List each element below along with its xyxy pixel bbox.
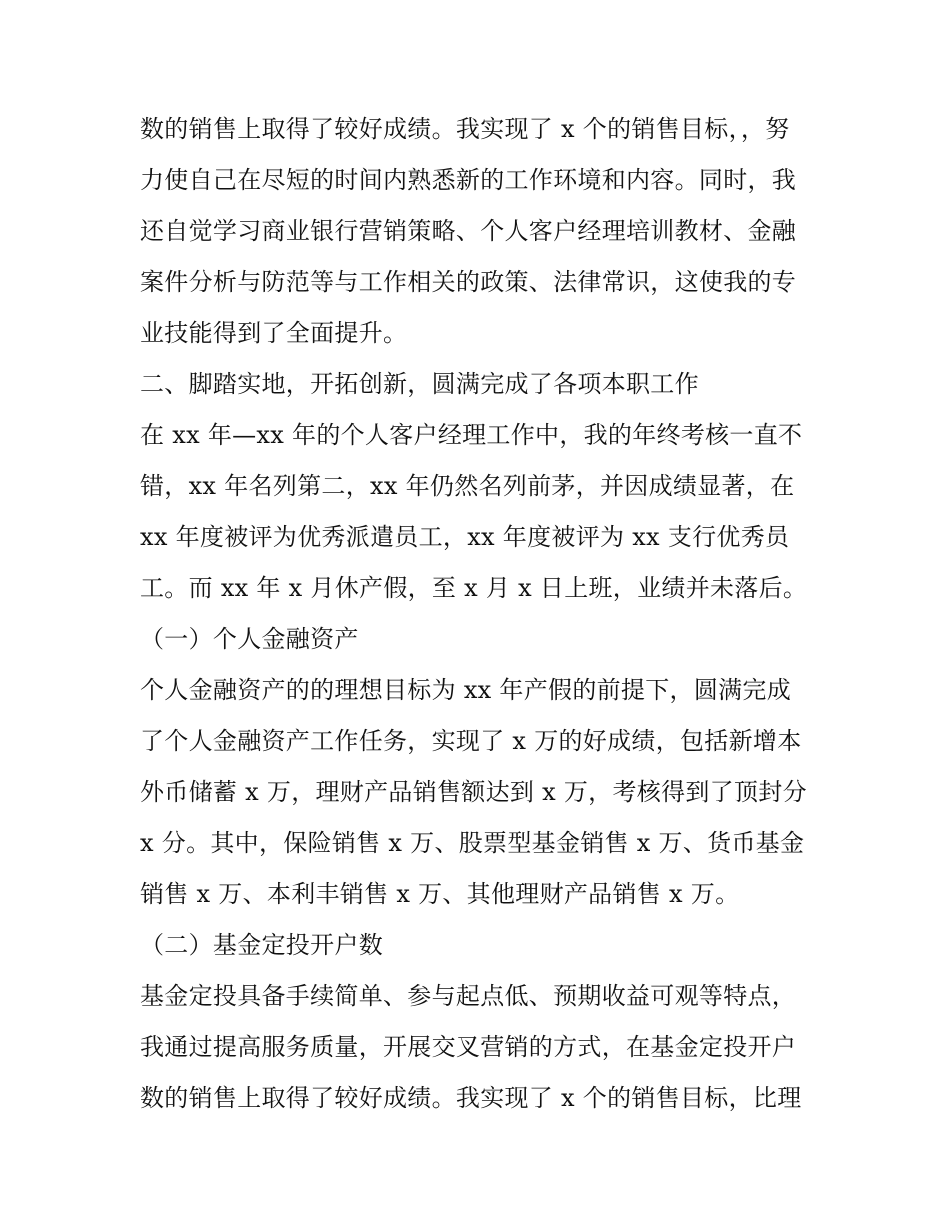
- text-line: 错，xx 年名列第二，xx 年仍然名列前茅，并因成绩显著，在: [140, 472, 795, 500]
- document-body: [140, 104, 820, 1124]
- text-line: 销售 x 万、本利丰销售 x 万、其他理财产品销售 x 万。: [140, 880, 740, 908]
- text-line: 力使自己在尽短的时间内熟悉新的工作环境和内容。同时，我: [140, 166, 797, 194]
- text-line: 数的销售上取得了较好成绩。我实现了 x 个的销售目标，比理: [140, 1084, 802, 1112]
- text-line: 案件分析与防范等与工作相关的政策、法律常识，这使我的专: [140, 268, 797, 296]
- text-line: 外币储蓄 x 万，理财产品销售额达到 x 万，考核得到了顶封分: [140, 778, 807, 806]
- text-line: 我通过提高服务质量，开展交叉营销的方式，在基金定投开户: [140, 1033, 797, 1061]
- text-line: 在 xx 年—xx 年的个人客户经理工作中，我的年终考核一直不: [140, 421, 803, 449]
- text-line: 了个人金融资产工作任务，实现了 x 万的好成绩，包括新增本: [140, 727, 802, 755]
- text-line: 业技能得到了全面提升。: [140, 319, 408, 347]
- subsection-heading: （二）基金定投开户数: [140, 931, 383, 959]
- text-line: x 分。其中，保险销售 x 万、股票型基金销售 x 万、货币基金: [140, 829, 805, 857]
- text-line: 数的销售上取得了较好成绩。我实现了 x 个的销售目标，，努: [140, 115, 790, 143]
- section-heading: 二、脚踏实地，开拓创新，圆满完成了各项本职工作: [140, 370, 699, 398]
- text-line: 工。而 xx 年 x 月休产假，至 x 月 x 日上班，业绩并未落后。: [140, 574, 808, 602]
- text-line: 基金定投具备手续简单、参与起点低、预期收益可观等特点，: [140, 982, 797, 1010]
- text-line: 还自觉学习商业银行营销策略、个人客户经理培训教材、金融: [140, 217, 797, 245]
- subsection-heading: （一）个人金融资产: [140, 625, 359, 653]
- text-line: xx 年度被评为优秀派遣员工，xx 年度被评为 xx 支行优秀员: [140, 523, 790, 551]
- text-line: 个人金融资产的的理想目标为 xx 年产假的前提下，圆满完成: [140, 676, 792, 704]
